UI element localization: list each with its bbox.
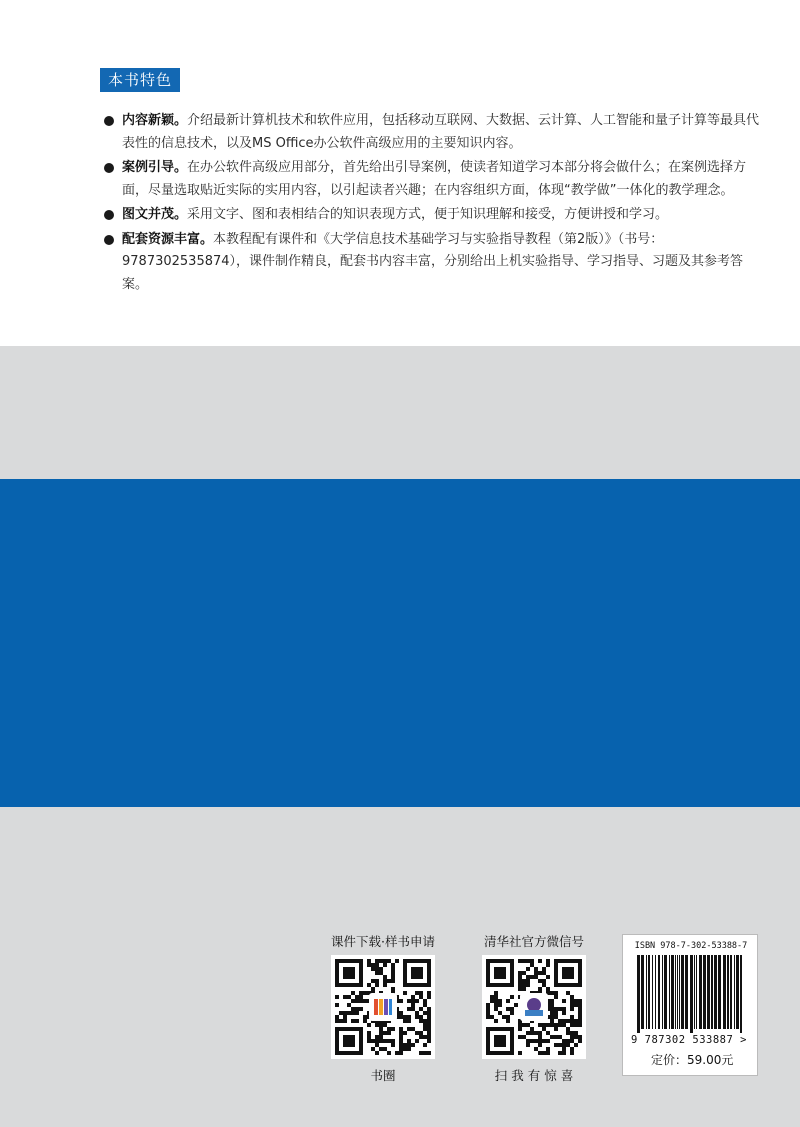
- feature-title: 配套资源丰富。: [122, 231, 214, 247]
- qr-code[interactable]: [482, 955, 586, 1059]
- feature-text: 采用文字、图和表相结合的知识表现方式，便于知识理解和接受，方便讲授和学习。: [187, 207, 669, 222]
- barcode-box: [622, 934, 758, 1076]
- bullet-icon: [104, 163, 114, 173]
- bullet-icon: [104, 116, 114, 126]
- section-title: 本书特色: [100, 68, 180, 92]
- qr-block-wechat: [478, 934, 590, 1084]
- isbn-digits: 9 787302 533887 >: [631, 1034, 747, 1046]
- feature-text: 本教程配有课件和《大学信息技术基础学习与实验指导教程（第2版）》（书号：9787302535874），课件制作精良，配套书内容丰富，分别给出上机实验指导、学习指导、习题及其参考答案。: [122, 231, 744, 292]
- feature-title: 图文并茂。: [122, 207, 188, 222]
- bullet-icon: [104, 235, 114, 245]
- feature-title: 内容新颖。: [122, 113, 188, 128]
- book-logo-icon: [369, 993, 397, 1021]
- feature-title: 案例引导。: [122, 160, 188, 175]
- feature-text: 在办公软件高级应用部分，首先给出引导案例，使读者知道学习本部分将会做什么；在案例选择方面，尽量选取贴近实际的实用内容，以引起读者兴趣；在内容组织方面，体现“教学做”一体化的教学理念。: [122, 160, 747, 198]
- feature-list: [104, 110, 764, 298]
- barcode-icon: [635, 955, 747, 1035]
- bullet-icon: [104, 210, 114, 220]
- qr-code[interactable]: [331, 955, 435, 1059]
- feature-item: [104, 110, 764, 155]
- isbn-text: ISBN 978-7-302-53388-7: [634, 941, 748, 951]
- qr-caption-top: 清华社官方微信号: [483, 934, 584, 949]
- gray-band-upper: [0, 346, 800, 479]
- qr-block-courseware: [327, 934, 439, 1084]
- qr-caption-bottom: 书圈: [370, 1068, 396, 1083]
- qr-caption-bottom: 扫 我 有 惊 喜: [494, 1068, 574, 1083]
- feature-item: [104, 229, 764, 297]
- price-label: 定价：59.00元: [651, 1053, 734, 1067]
- qr-caption-top: 课件下载·样书申请: [331, 934, 435, 949]
- feature-text: 介绍最新计算机技术和软件应用，包括移动互联网、大数据、云计算、人工智能和量子计算等最具代表性的信息技术，以及MS Office办公软件高级应用的主要知识内容。: [122, 113, 760, 151]
- feature-item: [104, 204, 764, 227]
- publisher-logo-icon: [520, 993, 548, 1021]
- blue-band: [0, 479, 800, 807]
- feature-item: [104, 157, 764, 202]
